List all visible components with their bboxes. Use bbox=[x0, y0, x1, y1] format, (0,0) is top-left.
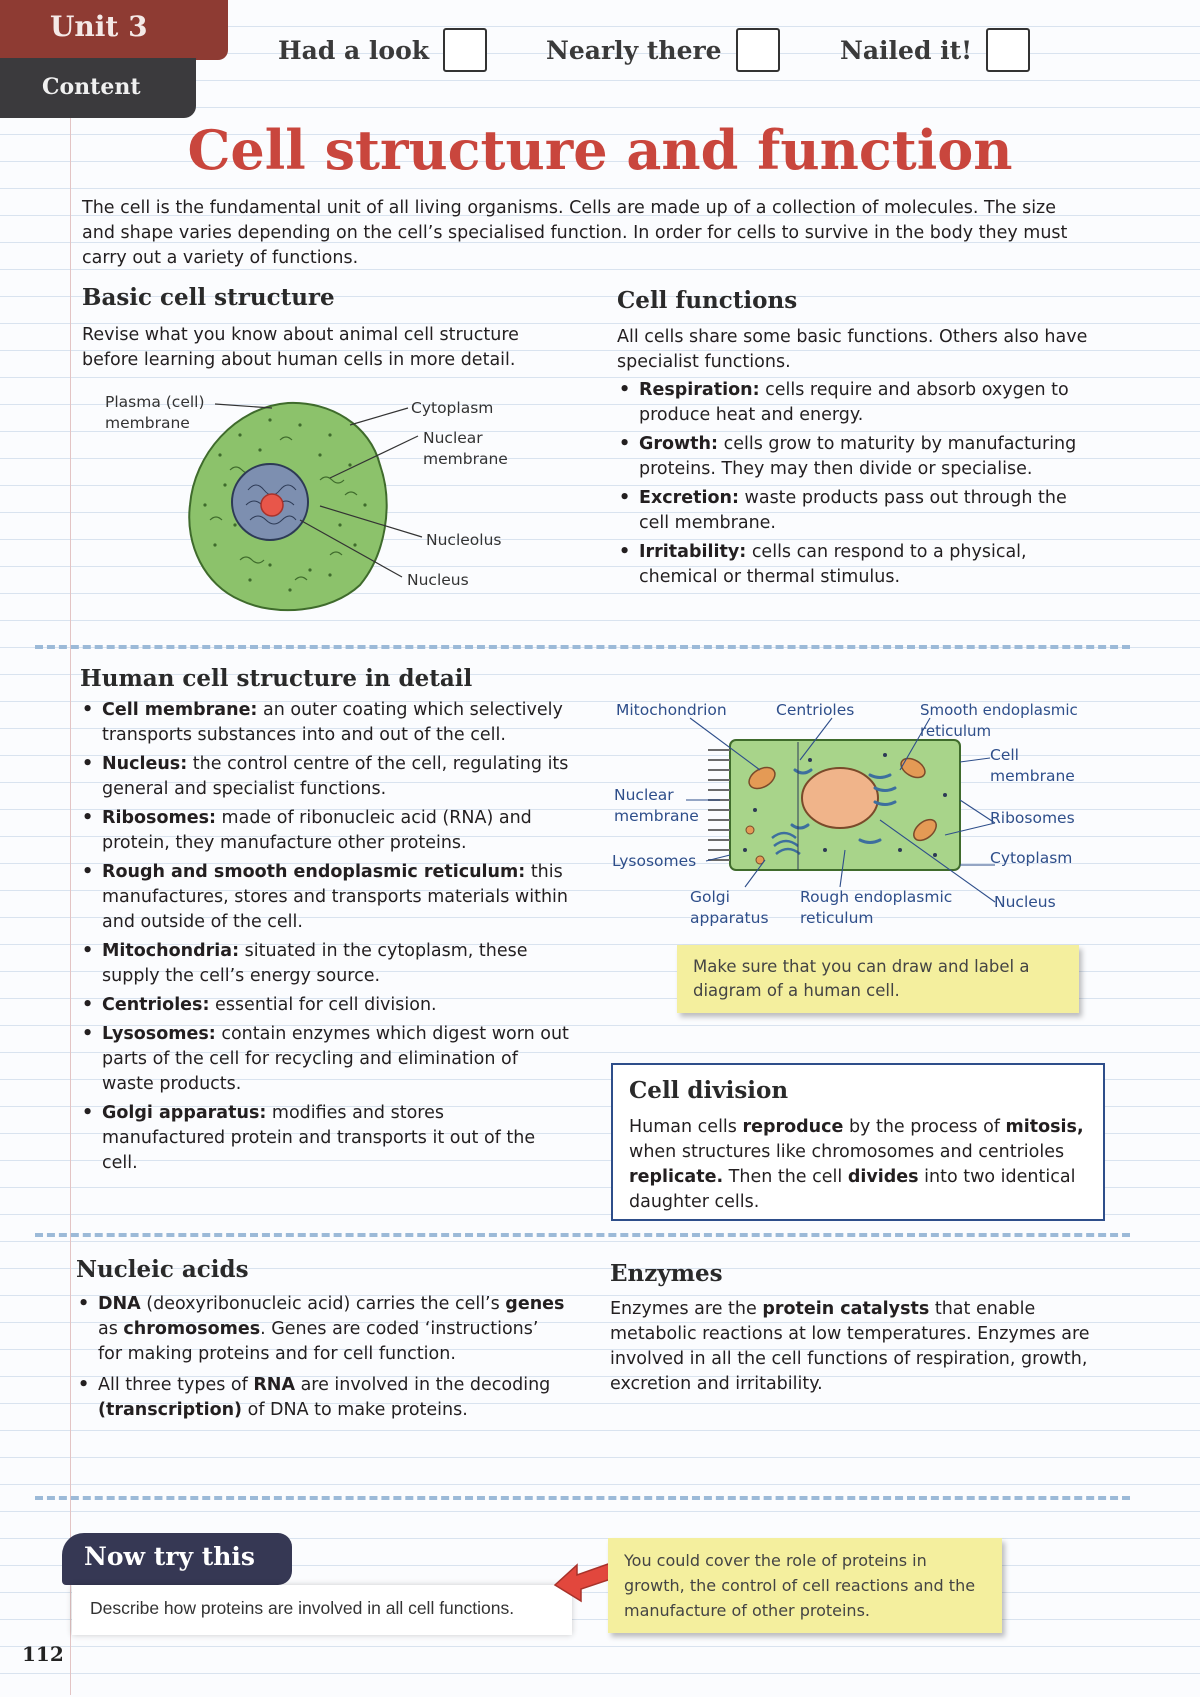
label-cytoplasm: Cytoplasm bbox=[990, 849, 1073, 867]
progress-checkbox[interactable] bbox=[443, 28, 487, 72]
label-rough-er: Rough endoplasmic reticulum bbox=[800, 888, 953, 927]
cell-division-text bbox=[629, 1115, 1089, 1215]
bullet-desc: essential for cell division. bbox=[209, 995, 437, 1015]
enzymes-heading: Enzymes bbox=[610, 1260, 723, 1287]
progress-check-label: Had a look bbox=[278, 35, 430, 65]
unit-label: Unit 3 bbox=[50, 10, 148, 43]
progress-checkbox[interactable] bbox=[736, 28, 780, 72]
text-run: that enable metabolic reactions at low temperatures. Enzymes are involved in all the cell functions of respiration, growth, excretion and irritability. bbox=[610, 1299, 1090, 1394]
label-nucleus: Nucleus bbox=[994, 893, 1056, 911]
text-run-bold: mitosis, bbox=[1005, 1117, 1084, 1137]
enzymes-text bbox=[610, 1297, 1100, 1397]
list-item bbox=[80, 698, 570, 748]
label-golgi: Golgi apparatus bbox=[690, 888, 769, 927]
list-item bbox=[76, 1292, 566, 1367]
text-run-bold: reproduce bbox=[742, 1117, 844, 1137]
text-run-bold: (transcription) bbox=[98, 1400, 243, 1420]
text-run: All three types of bbox=[98, 1375, 254, 1395]
bullet-term: Lysosomes: bbox=[102, 1024, 216, 1044]
progress-check-label: Nearly there bbox=[546, 35, 722, 65]
bullet-term: Ribosomes: bbox=[102, 808, 216, 828]
label-cell-membrane: Cell membrane bbox=[990, 746, 1075, 785]
list-item bbox=[617, 432, 1097, 482]
bullet-desc: cells grow to maturity by manufacturing proteins. They may then divide or specialise. bbox=[639, 434, 1077, 479]
bullet-desc: situated in the cytoplasm, these supply the cell’s energy source. bbox=[102, 941, 528, 986]
bullet-desc: made of ribonucleic acid (RNA) and protein, they manufacture other proteins. bbox=[102, 808, 532, 853]
list-item bbox=[80, 993, 570, 1018]
human-cell-diagram bbox=[700, 730, 970, 880]
bullet-term: Excretion: bbox=[639, 488, 739, 508]
hint-note: You could cover the role of proteins in growth, the control of cell reactions and the manufacture of other proteins. bbox=[608, 1538, 1002, 1633]
microvilli bbox=[708, 750, 730, 860]
cell-division-heading: Cell division bbox=[629, 1077, 789, 1104]
list-item bbox=[76, 1373, 566, 1423]
text-run: Enzymes are the bbox=[610, 1299, 763, 1319]
label-plasma-membrane: Plasma (cell) membrane bbox=[105, 393, 205, 432]
label-nucleolus: Nucleolus bbox=[426, 531, 502, 549]
text-run: of DNA to make proteins. bbox=[242, 1400, 468, 1420]
bullet-desc: cells require and absorb oxygen to produce heat and energy. bbox=[639, 380, 1069, 425]
label-nuclear-membrane: Nuclear membrane bbox=[423, 429, 508, 468]
human-cell-list bbox=[80, 698, 570, 1180]
text-run-bold: genes bbox=[505, 1294, 565, 1314]
bullet-desc: contain enzymes which digest worn out parts of the cell for recycling and elimination of waste products. bbox=[102, 1024, 569, 1094]
text-run-bold: DNA bbox=[98, 1294, 141, 1314]
section-divider bbox=[35, 1233, 1130, 1237]
bullet-desc: waste products pass out through the cell membrane. bbox=[639, 488, 1067, 533]
cell-functions-text: All cells share some basic functions. Others also have specialist functions. bbox=[617, 327, 1088, 372]
nucleic-acids-list bbox=[76, 1292, 566, 1427]
page-number: 112 bbox=[22, 1642, 64, 1666]
text-run: Human cells bbox=[629, 1117, 743, 1137]
text-run: by the process of bbox=[843, 1117, 1006, 1137]
cell-functions-list bbox=[617, 378, 1097, 594]
arrow-left-icon bbox=[553, 1555, 613, 1605]
list-item bbox=[80, 752, 570, 802]
progress-check-nailed-it[interactable] bbox=[840, 28, 1030, 72]
text-run-bold: divides bbox=[847, 1167, 919, 1187]
label-ribosomes: Ribosomes bbox=[990, 809, 1075, 827]
intro-paragraph: The cell is the fundamental unit of all living organisms. Cells are made up of a collection of molecules. The size and shape varies depending on the cell’s specialised function. In order for cells to survive in the body they must carry out a variety of functions. bbox=[82, 198, 1068, 268]
now-try-this-question: Describe how proteins are involved in all cell functions. bbox=[90, 1598, 515, 1618]
section-divider bbox=[35, 645, 1130, 649]
bullet-term: Golgi apparatus: bbox=[102, 1103, 267, 1123]
label-nucleus: Nucleus bbox=[407, 571, 469, 589]
text-run: . Genes are coded ‘instructions’ for making proteins and for cell function. bbox=[98, 1319, 539, 1364]
list-item bbox=[80, 939, 570, 989]
text-run: (deoxyribonucleic acid) carries the cell’s bbox=[140, 1294, 506, 1314]
list-item bbox=[80, 860, 570, 935]
label-lysosomes: Lysosomes bbox=[612, 852, 697, 870]
text-run-bold: chromosomes bbox=[123, 1319, 261, 1339]
label-smooth-er: Smooth endoplasmic reticulum bbox=[920, 701, 1078, 740]
diagram-tip-note: Make sure that you can draw and label a diagram of a human cell. bbox=[677, 945, 1079, 1013]
bullet-term: Rough and smooth endoplasmic reticulum: bbox=[102, 862, 526, 882]
basic-cell-heading: Basic cell structure bbox=[82, 284, 335, 311]
label-cytoplasm: Cytoplasm bbox=[411, 399, 494, 417]
text-run: Then the cell bbox=[723, 1167, 848, 1187]
text-run: are involved in the decoding bbox=[295, 1375, 551, 1395]
progress-check-nearly-there[interactable] bbox=[546, 28, 780, 72]
page-title: Cell structure and function bbox=[187, 118, 1013, 182]
bullet-term: Growth: bbox=[639, 434, 719, 454]
margin-line bbox=[70, 115, 71, 1695]
bullet-term: Cell membrane: bbox=[102, 700, 258, 720]
nucleus-shape bbox=[802, 768, 878, 828]
bullet-desc: this manufactures, stores and transports materials within and outside of the cell. bbox=[102, 862, 569, 932]
basic-cell-text: Revise what you know about animal cell structure before learning about human cells in more detail. bbox=[82, 325, 519, 370]
label-mitochondrion: Mitochondrion bbox=[616, 701, 727, 719]
bullet-desc: the control centre of the cell, regulating its general and specialist functions. bbox=[102, 754, 569, 799]
bullet-desc: cells can respond to a physical, chemical or thermal stimulus. bbox=[639, 542, 1027, 587]
now-try-this-label: Now try this bbox=[84, 1542, 255, 1571]
bullet-desc: an outer coating which selectively transports substances into and out of the cell. bbox=[102, 700, 563, 745]
label-nuclear-membrane: Nuclear membrane bbox=[614, 786, 699, 825]
list-item bbox=[617, 540, 1097, 590]
bullet-desc: modifies and stores manufactured protein and transports it out of the cell. bbox=[102, 1103, 536, 1173]
bullet-term: Irritability: bbox=[639, 542, 747, 562]
text-run: as bbox=[98, 1319, 124, 1339]
label-centrioles: Centrioles bbox=[776, 701, 855, 719]
text-run-bold: replicate. bbox=[629, 1167, 724, 1187]
list-item bbox=[80, 1022, 570, 1097]
bullet-term: Mitochondria: bbox=[102, 941, 240, 961]
progress-checkbox[interactable] bbox=[986, 28, 1030, 72]
bullet-term: Nucleus: bbox=[102, 754, 188, 774]
nucleolus-shape bbox=[261, 494, 283, 516]
text-run: when structures like chromosomes and centrioles bbox=[629, 1142, 1065, 1162]
progress-check-had-a-look[interactable] bbox=[278, 28, 487, 72]
text-run: into two identical daughter cells. bbox=[629, 1167, 1076, 1212]
cell-division-box bbox=[611, 1063, 1105, 1221]
list-item bbox=[80, 806, 570, 856]
text-run-bold: RNA bbox=[253, 1375, 295, 1395]
bullet-term: Respiration: bbox=[639, 380, 760, 400]
progress-check-label: Nailed it! bbox=[840, 35, 973, 65]
cell-functions-heading: Cell functions bbox=[617, 287, 798, 314]
text-run-bold: protein catalysts bbox=[762, 1299, 930, 1319]
list-item bbox=[617, 486, 1097, 536]
nucleic-acids-heading: Nucleic acids bbox=[76, 1256, 249, 1283]
section-divider bbox=[35, 1496, 1130, 1500]
list-item bbox=[80, 1101, 570, 1176]
list-item bbox=[617, 378, 1097, 428]
human-cell-heading: Human cell structure in detail bbox=[80, 665, 473, 692]
bullet-term: Centrioles: bbox=[102, 995, 210, 1015]
section-label: Content bbox=[42, 74, 141, 100]
